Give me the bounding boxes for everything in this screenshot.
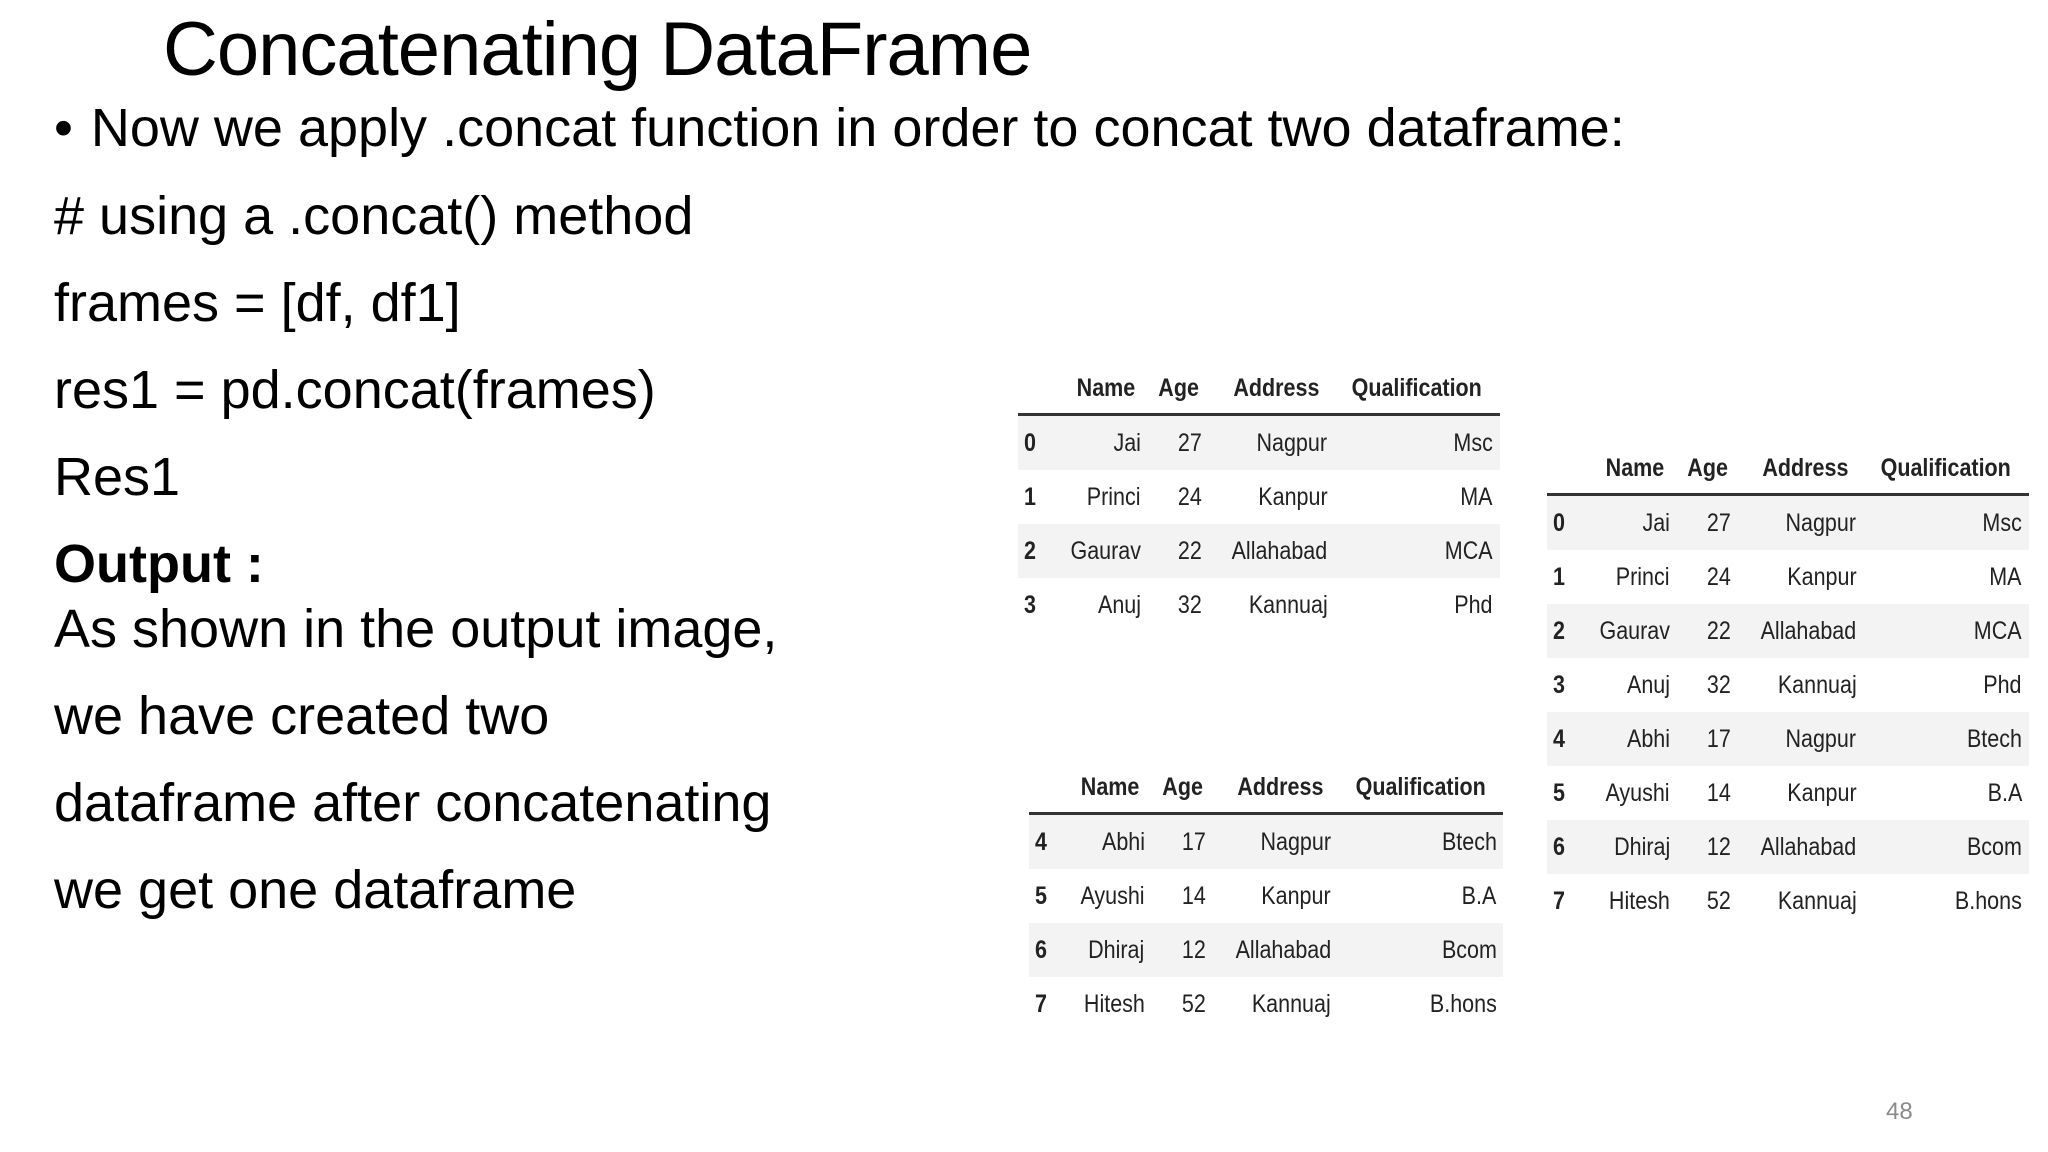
cell-age: 14 [1181,881,1206,910]
bullet-text: Now we apply .concat function in order to concat two dataframe: [90,98,1625,158]
index-header [1549,443,1578,495]
row-index: 4 [1547,712,1581,766]
cell-qualification: MA [1460,482,1493,511]
cell-qualification: B.A [1987,778,2022,807]
cell-address: Allahabad [1209,524,1334,578]
slide-title: Concatenating DataFrame [163,7,1032,92]
bullet-point [54,92,1625,164]
cell-address: Nagpur [1738,495,1863,551]
cell-qualification: B.hons [1954,886,2022,915]
table-header-row [1547,443,2029,495]
row-index: 5 [1553,778,1565,807]
cell-name: Ayushi [1605,778,1670,807]
cell-address: Kannuaj [1777,670,1857,699]
cell-address: Allahabad [1213,923,1338,977]
column-header-address: Address [1747,443,1855,495]
column-header-address: Address [1218,363,1326,415]
row-index: 3 [1024,590,1036,619]
cell-age: 14 [1707,778,1732,807]
table-row [1547,658,2029,712]
cell-name: Jai [1052,415,1148,471]
column-header-address: Address [1222,762,1330,814]
cell-address: Kanpur [1261,881,1332,910]
table-row [1029,977,1503,1031]
cell-address: Kannuaj [1248,590,1328,619]
cell-qualification: Msc [1334,415,1499,471]
cell-name: Gaurav [1052,524,1148,578]
cell-age: 22 [1677,604,1738,658]
row-index: 1 [1553,562,1565,591]
cell-age: 12 [1677,820,1738,874]
description-line-2: we have created two [54,686,550,746]
cell-name: Hitesh [1083,989,1145,1018]
row-index: 4 [1029,814,1063,870]
cell-qualification: MA [1989,562,2022,591]
column-header-qualification: Qualification [1875,443,2017,495]
table-header-row [1029,762,1503,814]
cell-qualification: MCA [1334,524,1499,578]
cell-age: 27 [1677,495,1738,551]
row-index: 2 [1018,524,1052,578]
column-header-name: Name [1588,443,1671,495]
cell-age: 24 [1707,562,1732,591]
column-header-age: Age [1156,762,1209,814]
cell-age: 24 [1178,482,1203,511]
page-number: 48 [1886,1098,1913,1125]
cell-name: Jai [1581,495,1677,551]
row-index: 2 [1547,604,1581,658]
cell-qualification: B.A [1461,881,1497,910]
index-header [1020,363,1049,415]
code-line-res1: Res1 [54,447,181,507]
cell-address: Nagpur [1209,415,1334,471]
table-row [1018,470,1500,524]
row-index: 7 [1553,886,1565,915]
row-index: 7 [1035,989,1047,1018]
table-row [1029,869,1503,923]
column-header-qualification: Qualification [1350,762,1492,814]
cell-age: 27 [1148,415,1209,471]
cell-address: Kanpur [1787,562,1857,591]
table-row [1547,550,2029,604]
row-index: 3 [1553,670,1565,699]
description-line-1: As shown in the output image, [54,599,778,659]
column-header-qualification: Qualification [1346,363,1488,415]
table-row [1547,874,2029,928]
column-header-name: Name [1059,363,1142,415]
cell-age: 32 [1178,590,1203,619]
table-row [1029,814,1503,870]
code-line-comment: # using a .concat() method [54,186,694,246]
cell-address: Nagpur [1738,712,1863,766]
table-row [1547,766,2029,820]
row-index: 6 [1547,820,1581,874]
dataframe-df-table [1018,363,1500,632]
cell-qualification: Phd [1983,670,2022,699]
cell-age: 32 [1707,670,1732,699]
cell-name: Hitesh [1609,886,1670,915]
table-row [1547,712,2029,766]
cell-name: Abhi [1063,814,1152,870]
cell-name: Gaurav [1581,604,1677,658]
table-row [1018,415,1500,471]
cell-address: Kanpur [1258,482,1328,511]
column-header-age: Age [1152,363,1205,415]
cell-age: 12 [1152,923,1213,977]
cell-name: Dhiraj [1581,820,1677,874]
dataframe-df1-table [1029,762,1503,1031]
cell-address: Kanpur [1787,778,1857,807]
cell-name: Anuj [1097,590,1141,619]
cell-name: Dhiraj [1063,923,1152,977]
table-row [1547,495,2029,551]
row-index: 1 [1024,482,1036,511]
table-row [1029,923,1503,977]
table-row [1547,604,2029,658]
cell-name: Ayushi [1080,881,1145,910]
index-header [1031,762,1060,814]
table-row [1018,524,1500,578]
cell-qualification: B.hons [1429,989,1497,1018]
cell-address: Nagpur [1213,814,1338,870]
cell-qualification: Btech [1338,814,1503,870]
row-index: 0 [1018,415,1052,471]
column-header-age: Age [1681,443,1734,495]
row-index: 6 [1029,923,1063,977]
cell-qualification: Phd [1454,590,1493,619]
description-line-4: we get one dataframe [54,860,577,920]
cell-address: Allahabad [1738,820,1863,874]
code-line-frames: frames = [df, df1] [54,273,461,333]
cell-address: Kannuaj [1252,989,1332,1018]
code-line-concat: res1 = pd.concat(frames) [54,360,656,420]
row-index: 0 [1547,495,1581,551]
table-row [1547,820,2029,874]
row-index: 5 [1035,881,1047,910]
cell-qualification: MCA [1863,604,2028,658]
cell-qualification: Bcom [1863,820,2028,874]
cell-age: 17 [1677,712,1738,766]
output-label: Output : [54,534,264,594]
cell-age: 17 [1152,814,1213,870]
table-row [1018,578,1500,632]
concatenated-result-table [1547,443,2029,928]
cell-address: Allahabad [1738,604,1863,658]
column-header-name: Name [1069,762,1145,814]
cell-qualification: Bcom [1338,923,1503,977]
cell-age: 52 [1181,989,1206,1018]
cell-name: Anuj [1626,670,1670,699]
cell-qualification: Msc [1863,495,2028,551]
cell-name: Princi [1616,562,1670,591]
bullet-dot: • [54,98,73,158]
cell-qualification: Btech [1863,712,2028,766]
description-line-3: dataframe after concatenating [54,773,772,833]
cell-address: Kannuaj [1777,886,1857,915]
table-header-row [1018,363,1500,415]
cell-name: Abhi [1581,712,1677,766]
cell-age: 52 [1707,886,1732,915]
cell-name: Princi [1087,482,1141,511]
cell-age: 22 [1148,524,1209,578]
